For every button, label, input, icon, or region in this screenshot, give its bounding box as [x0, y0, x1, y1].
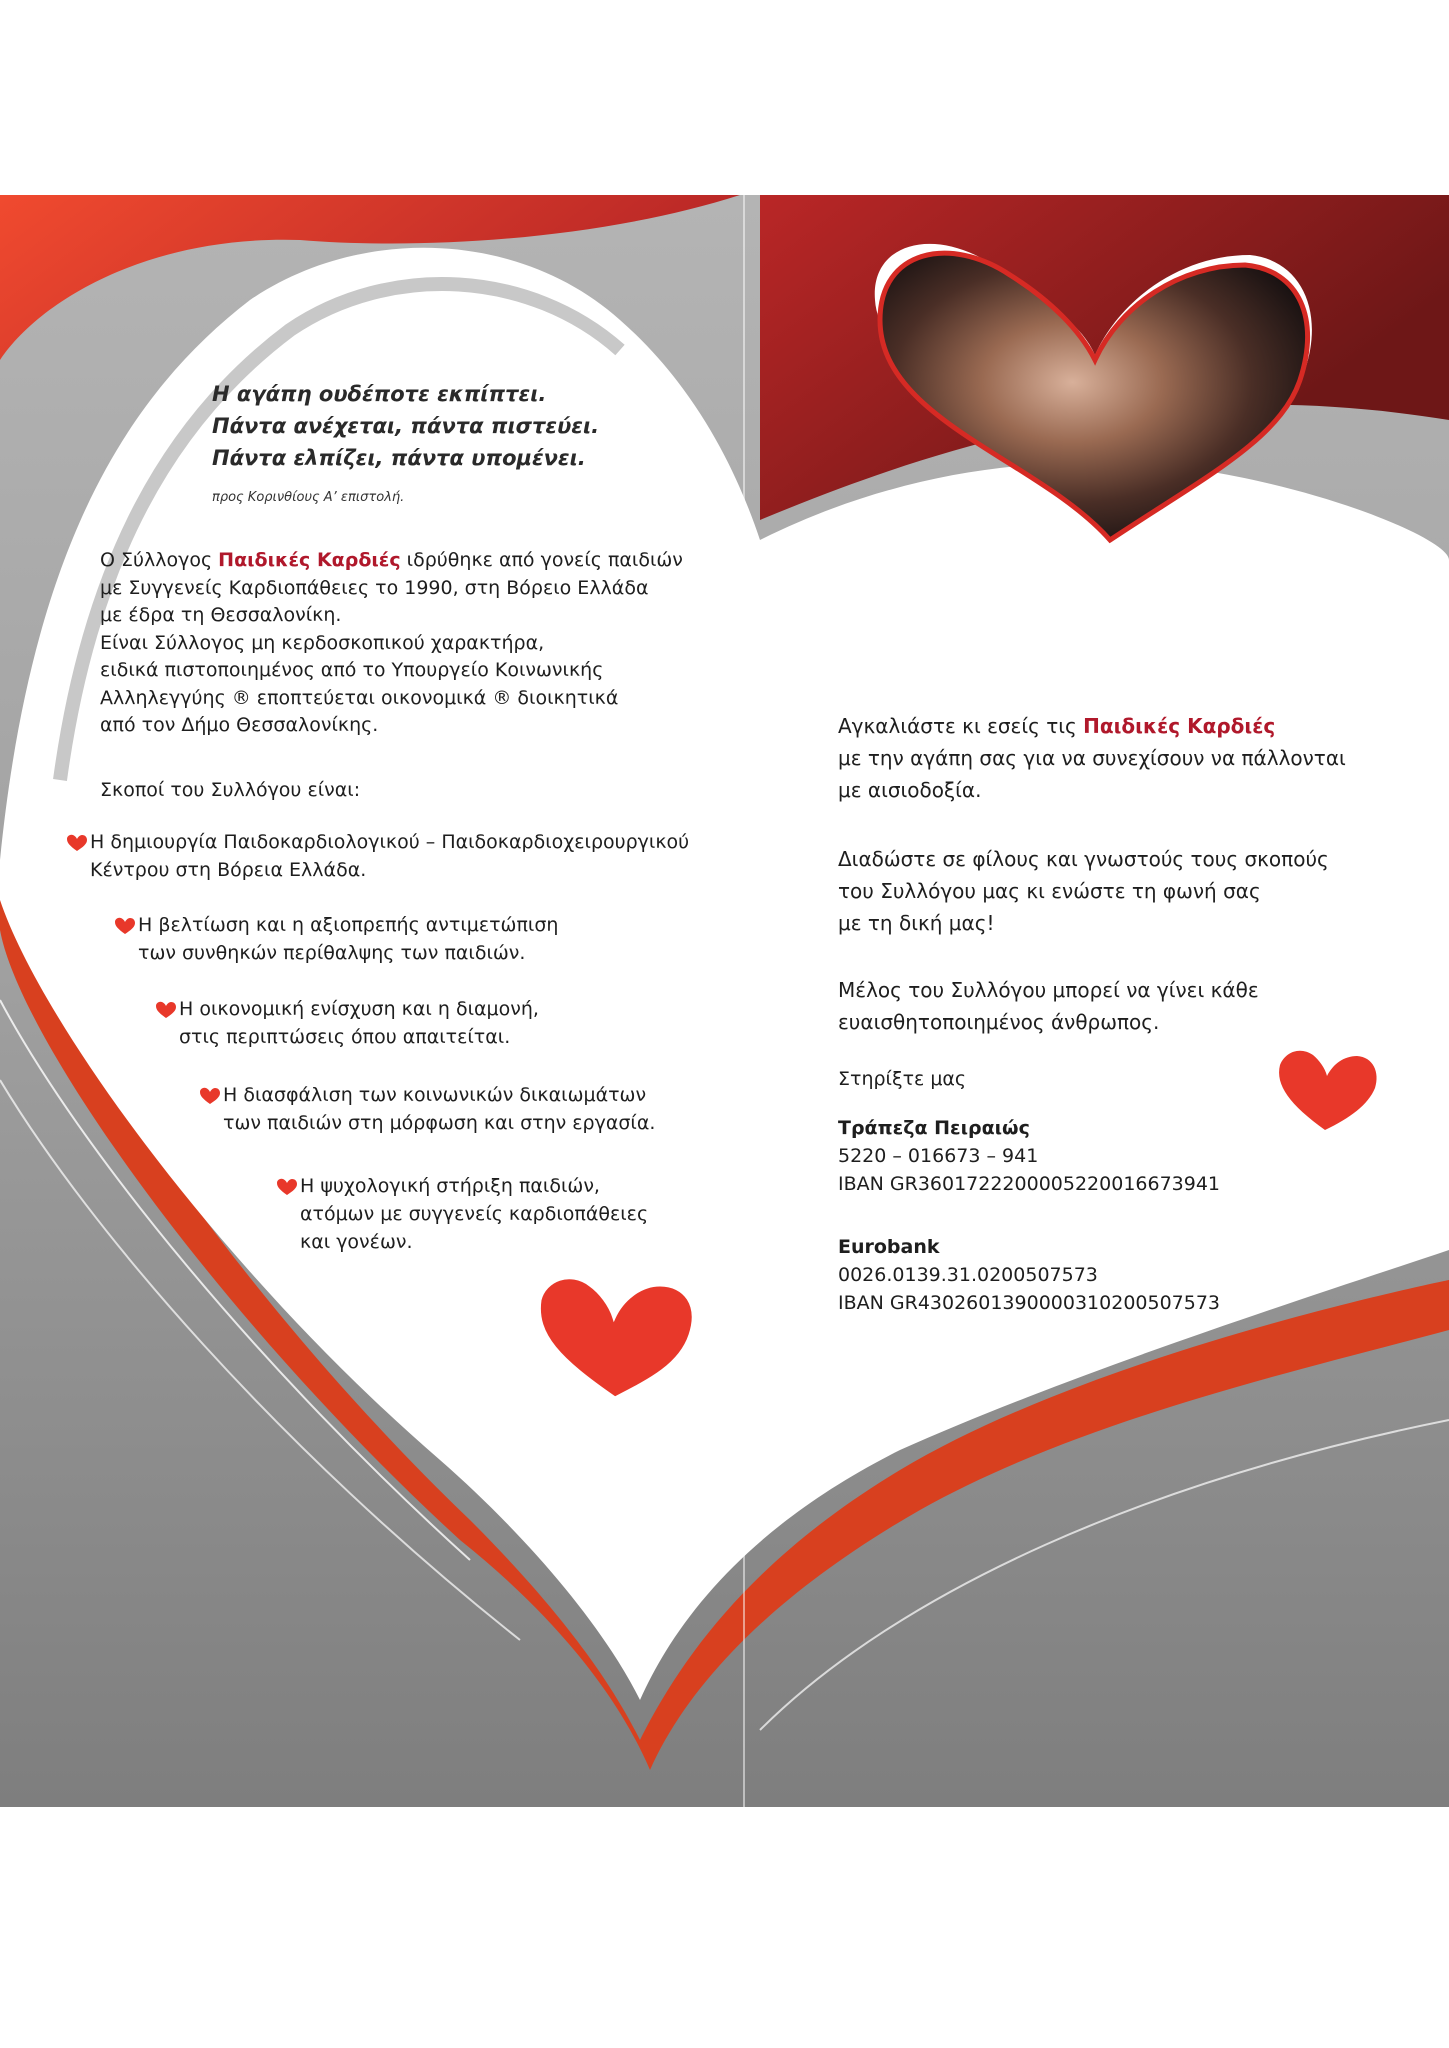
aim-line: στις περιπτώσεις όπου απαιτείται.	[179, 1026, 511, 1048]
aims-heading: Σκοποί του Συλλόγου είναι:	[100, 779, 361, 801]
support-heading: Στηρίξτε μας	[838, 1068, 967, 1090]
aim-item	[276, 1172, 648, 1256]
appeal-line	[838, 710, 1346, 742]
intro-text: ιδρύθηκε από γονείς παιδιών	[400, 549, 683, 571]
aim-item	[199, 1081, 655, 1137]
quote-source: προς Κορινθίους Α’ επιστολή.	[212, 490, 405, 505]
bank-piraeus	[838, 1114, 1220, 1198]
appeal-paragraph-2	[838, 843, 1329, 939]
bank-name: Eurobank	[838, 1236, 940, 1258]
heart-bullet-icon	[66, 834, 88, 852]
appeal-line: του Συλλόγου μας κι ενώστε τη φωνή σας	[838, 879, 1261, 903]
appeal-line: με την αγάπη σας για να συνεχίσουν να πάλλονται	[838, 746, 1346, 770]
bible-quote	[212, 378, 599, 474]
aim-line: Η ψυχολογική στήριξη παιδιών,	[300, 1175, 600, 1197]
aim-line: Η βελτίωση και η αξιοπρεπής αντιμετώπιση	[138, 914, 559, 936]
bank-iban: IBAN GR3601722200005220016673941	[838, 1173, 1221, 1195]
aim-line: ατόμων με συγγενείς καρδιοπάθειες	[300, 1203, 649, 1225]
bank-account: 0026.0139.31.0200507573	[838, 1264, 1098, 1286]
intro-line: Αλληλεγγύης ® εποπτεύεται οικονομικά ® διοικητικά	[100, 686, 619, 709]
aim-line: Κέντρου στη Βόρεια Ελλάδα.	[90, 859, 367, 881]
appeal-line: Διαδώστε σε φίλους και γνωστούς τους σκοπούς	[838, 847, 1329, 871]
aim-item	[114, 911, 558, 967]
aim-line: και γονέων.	[300, 1231, 413, 1253]
brand-name: Παιδικές Καρδιές	[1083, 714, 1276, 738]
intro-line: ειδικά πιστοποιημένος από το Υπουργείο Κοινωνικής	[100, 659, 604, 681]
quote-line: Η αγάπη ουδέποτε εκπίπτει.	[212, 382, 547, 406]
heart-bullet-icon	[276, 1178, 298, 1196]
aim-line: Η διασφάλιση των κοινωνικών δικαιωμάτων	[223, 1084, 647, 1106]
heart-bullet-icon	[114, 917, 136, 935]
quote-line: Πάντα ελπίζει, πάντα υπομένει.	[212, 446, 586, 470]
aim-item	[155, 995, 539, 1051]
bank-eurobank	[838, 1233, 1220, 1317]
appeal-text: Αγκαλιάστε κι εσείς τις	[838, 714, 1084, 738]
aim-item	[66, 828, 689, 884]
brand-name: Παιδικές Καρδιές	[218, 549, 401, 571]
appeal-paragraph-3	[838, 974, 1259, 1038]
appeal-paragraph-1	[838, 710, 1346, 806]
intro-paragraph	[100, 547, 683, 740]
intro-line: με έδρα τη Θεσσαλονίκη.	[100, 604, 342, 626]
heart-bullet-icon	[199, 1087, 221, 1105]
appeal-line: ευαισθητοποιημένος άνθρωπος.	[838, 1010, 1160, 1034]
appeal-line: με τη δική μας!	[838, 911, 995, 935]
appeal-line: με αισιοδοξία.	[838, 778, 982, 802]
bank-account: 5220 – 016673 – 941	[838, 1145, 1039, 1167]
intro-line: από τον Δήμο Θεσσαλονίκης.	[100, 714, 379, 736]
intro-line	[100, 547, 683, 575]
intro-line: Είναι Σύλλογος μη κερδοσκοπικού χαρακτήρα,	[100, 631, 545, 654]
aim-line: των συνθηκών περίθαλψης των παιδιών.	[138, 942, 526, 964]
intro-text: Ο Σύλλογος	[100, 549, 219, 571]
quote-line: Πάντα ανέχεται, πάντα πιστεύει.	[212, 414, 600, 438]
aim-line: Η δημιουργία Παιδοκαρδιολογικού – Παιδοκαρδιοχειρουργικού	[90, 831, 690, 853]
appeal-line: Μέλος του Συλλόγου μπορεί να γίνει κάθε	[838, 978, 1259, 1002]
intro-line: με Συγγενείς Καρδιοπάθειες το 1990, στη Βόρειο Ελλάδα	[100, 576, 649, 599]
aim-line: των παιδιών στη μόρφωση και στην εργασία.	[223, 1112, 656, 1134]
bank-name: Τράπεζα Πειραιώς	[838, 1117, 1030, 1139]
aim-line: Η οικονομική ενίσχυση και η διαμονή,	[179, 998, 539, 1020]
heart-bullet-icon	[155, 1001, 177, 1019]
bank-iban: IBAN GR4302601390000310200507573	[838, 1292, 1221, 1314]
